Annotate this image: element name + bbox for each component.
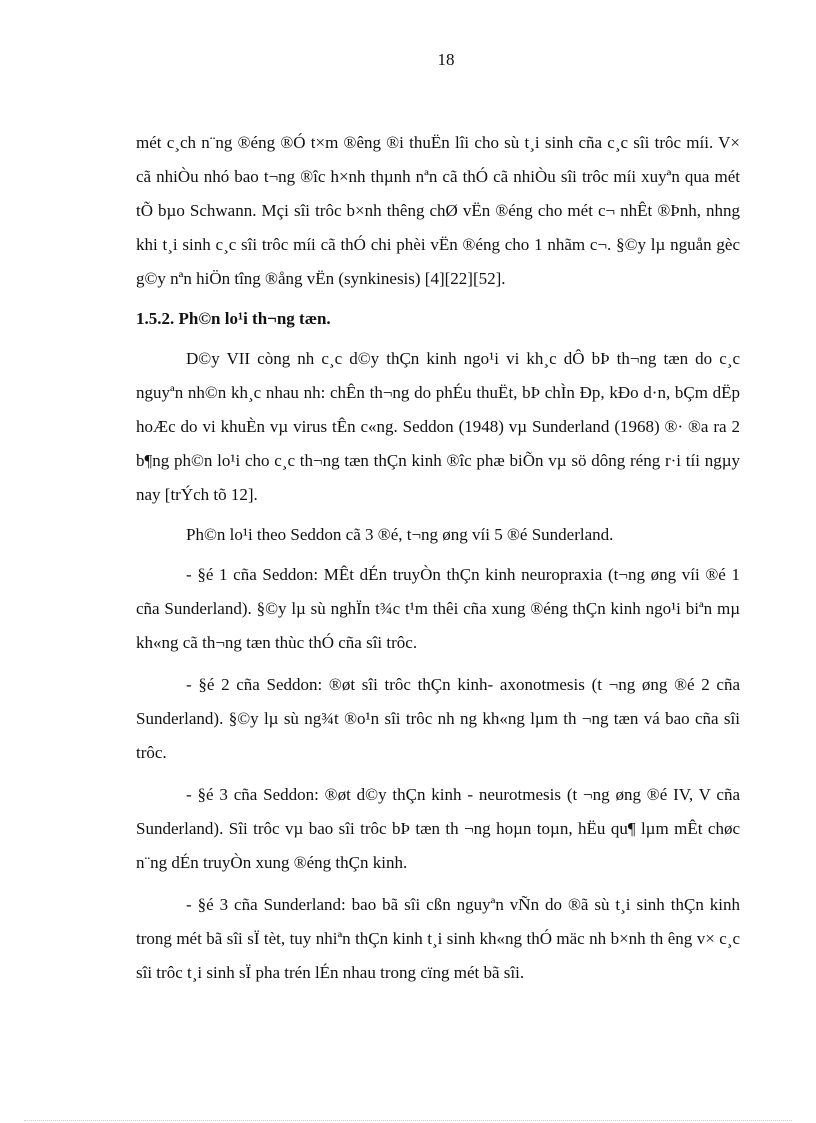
paragraph-classification-intro: D©y VII còng nh c¸c d©y thÇn kinh ngo¹i vi kh¸c dÔ bÞ th¬ng tæn do c¸c nguyªn nh©n kh¸c nhau nh: chÊn th¬ng do phÉu thuËt, bÞ chÌn Ðp, kÐo d·n, bÇm dËp hoÆc do vi khuÈn vµ virus tÊn c«ng. Seddon (1948) vµ Sunderland (1968) ®· ®a ra 2 b¶ng ph©n lo¹i cho c¸c th¬ng tæn thÇn kinh ®îc phæ biÕn vµ sö dông réng r·i tíi ngµy nay [trÝch tõ 12]. [136, 349, 740, 504]
bottom-dotted-rule [24, 1120, 792, 1121]
paragraph-seddon-summary: Ph©n lo¹i theo Seddon cã 3 ®é, t¬ng øng víi 5 ®é Sunderland. [186, 525, 614, 544]
section-heading-1-5-2: 1.5.2. Ph©n lo¹i th¬ng tæn. [136, 309, 331, 328]
paragraph-seddon-degree-2: - §é 2 cña Seddon: ®øt sîi trôc thÇn kinh- axonotmesis (t ¬ng øng ®é 2 cña Sunderland). §©y lµ sù ng¾t ®o¹n sîi trôc nh ng kh«ng lµm th ¬ng tæn vá bao cña sîi trôc. [136, 675, 740, 762]
body-text [136, 126, 740, 990]
paragraph-seddon-degree-1: - §é 1 cña Seddon: MÊt dÉn truyÒn thÇn kinh neuropraxia (t¬ng øng víi ®é 1 cña Sunderland). §©y lµ sù nghÏn t¾c t¹m thêi cña xung ®éng thÇn kinh ngo¹i biªn mµ kh«ng cã th¬ng tæn thùc thÓ cña sîi trôc. [136, 565, 740, 652]
paragraph-sunderland-degree-3: - §é 3 cña Sunderland: bao bã sîi cßn nguyªn vÑn do ®ã sù t¸i sinh thÇn kinh trong mét bã sîi sÏ tèt, tuy nhiªn thÇn kinh t¸i sinh kh«ng thÓ mäc nh b×nh th êng v× c¸c sîi trôc t¸i sinh sÏ pha trén lÉn nhau trong cïng mét bã sîi. [136, 895, 740, 982]
paragraph-seddon-degree-3: - §é 3 cña Seddon: ®øt d©y thÇn kinh - neurotmesis (t ¬ng øng ®é IV, V cña Sunderland). Sîi trôc vµ bao sîi trôc bÞ tæn th ¬ng hoµn toµn, hËu qu¶ lµm mÊt chøc n¨ng dÉn truyÒn xung ®éng thÇn kinh. [136, 785, 740, 872]
page-number: 18 [437, 50, 455, 69]
paragraph-continuation: mét c¸ch n¨ng ®éng ®Ó t×m ®êng ®i thuËn lîi cho sù t¸i sinh cña c¸c sîi trôc míi. V× cã nhiÒu nhó bao t¬ng ®îc h×nh thµnh nªn cã thÓ cã nhiÒu sîi trôc míi xuyªn qua mét tÕ bµo Schwann. Mçi sîi trôc b×nh thêng chØ vËn ®éng cho mét c¬ nhÊt ®Þnh, nhng khi t¸i sinh c¸c sîi trôc míi cã thÓ chi phèi vËn ®éng cho 1 nhãm c¬. §©y lµ nguån gèc g©y nªn hiÖn tîng ®ång vËn (synkinesis) [4][22][52]. [136, 133, 740, 288]
